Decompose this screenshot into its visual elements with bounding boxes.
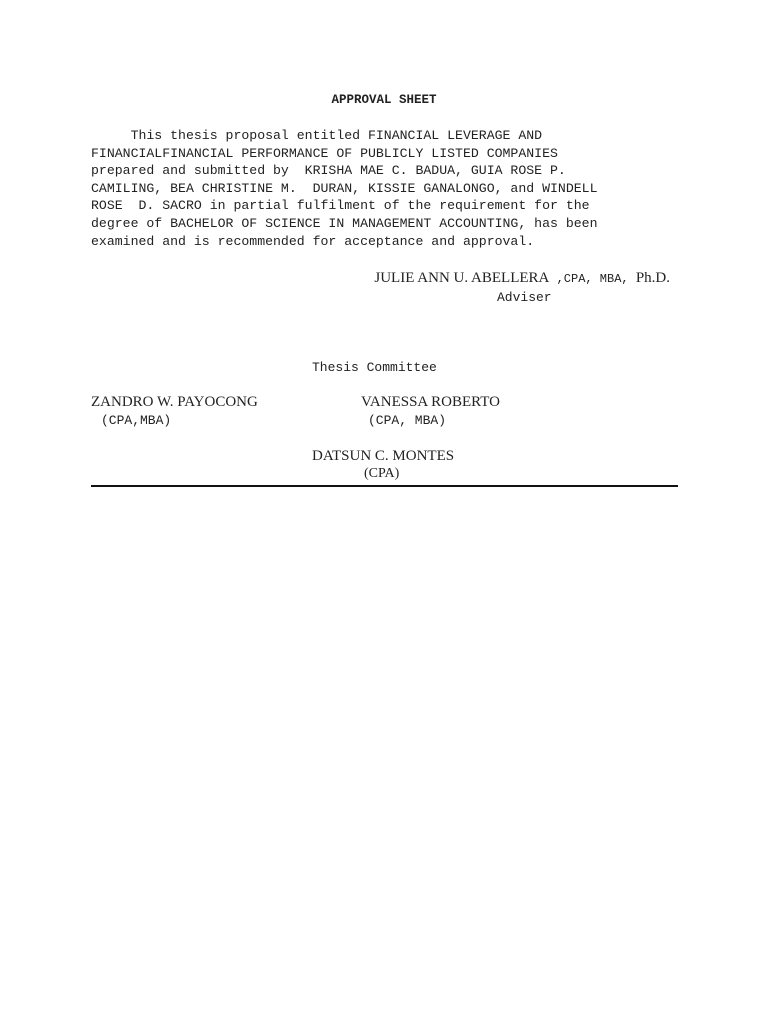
adviser-name: JULIE ANN U. ABELLERA: [374, 270, 550, 286]
document-title: APPROVAL SHEET: [331, 93, 437, 107]
adviser-role: Adviser: [497, 290, 552, 305]
statement-line: prepared and submitted by KRISHA MAE C. BADUA, GUIA ROSE P.: [91, 163, 566, 179]
statement-line: examined and is recommended for acceptance and approval.: [91, 233, 535, 249]
statement-line: FINANCIALFINANCIAL PERFORMANCE OF PUBLICLY LISTED COMPANIES: [91, 145, 558, 161]
statement-line: This thesis proposal entitled FINANCIAL LEVERAGE AND: [91, 128, 543, 143]
committee-member-name: DATSUN C. MONTES: [312, 448, 455, 464]
committee-member-credentials: (CPA,MBA): [101, 413, 172, 428]
adviser-signature-line: [374, 270, 670, 287]
committee-member-credentials: (CPA, MBA): [368, 413, 447, 428]
committee-member-credentials: (CPA): [364, 466, 400, 481]
committee-member-name: ZANDRO W. PAYOCONG: [91, 394, 258, 410]
statement-line: ROSE D. SACRO in partial fulfilment of the requirement for the: [91, 198, 590, 214]
statement-line: CAMILING, BEA CHRISTINE M. DURAN, KISSIE GANALONGO, and WINDELL: [91, 180, 598, 196]
bottom-divider: [91, 485, 678, 487]
statement-line: degree of BACHELOR OF SCIENCE IN MANAGEMENT ACCOUNTING, has been: [91, 215, 598, 231]
committee-member-name: VANESSA ROBERTO: [361, 394, 500, 410]
adviser-credentials: ,CPA, MBA,: [549, 272, 636, 286]
adviser-degree: Ph.D.: [635, 270, 670, 286]
approval-statement: [91, 127, 681, 250]
committee-heading: Thesis Committee: [312, 360, 437, 375]
